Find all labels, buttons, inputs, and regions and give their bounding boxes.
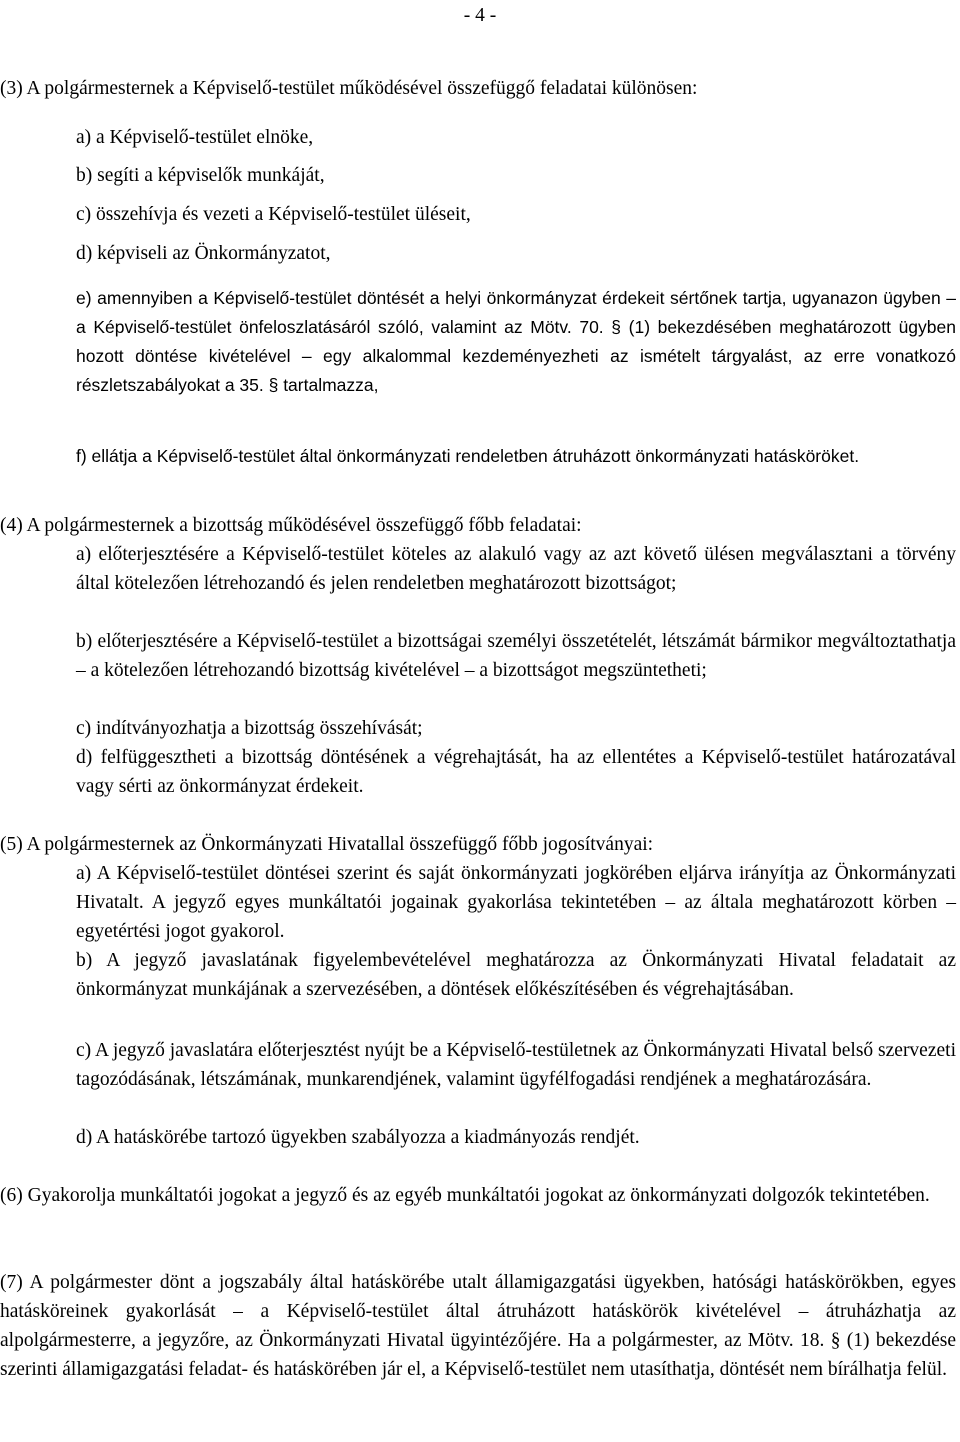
section-7-text: (7) A polgármester dönt a jogszabály által hatáskörébe utalt államigazgatási ügyekben, hatósági hatáskörökben, egyes hatásköreinek gyakorlását – a Képviselő-testület által átruházott hatáskörök kivételével – átruházhatja az alpolgármesterre, a jegyzőre, az Önkormányzati Hivatal ügyintézőjére. Ha a polgármester, az Mötv. 18. § (1) bekezdése szerinti államigazgatási feladat- és hatáskörében jár el, a Képviselő-testület nem utasíthatja, döntését nem bírálhatja felül. [0, 1272, 956, 1380]
section-3-intro: (3) A polgármesternek a Képviselő-testület működésével összefüggő feladatai különösen: [0, 78, 698, 99]
section-4-item-a: a) előterjesztésére a Képviselő-testület köteles az alakuló vagy az azt követő ülésen megválasztani a törvény által kötelezően létrehozandó és jelen rendeletben meghatározott bizottságot; [76, 544, 956, 594]
section-4-item-b: b) előterjesztésére a Képviselő-testület a bizottságai személyi összetételét, létszámát bármikor megváltoztathatja – a kötelezően létrehozandó bizottság kivételével – a bizottságot megszüntetheti; [76, 631, 956, 681]
section-5-item-a: a) A Képviselő-testület döntései szerint és saját önkormányzati jogkörében eljárva irányítja az Önkormányzati Hivatalt. A jegyző egyes munkáltatói jogainak gyakorlása tekintetében – az általa meghatározott körben – egyetértési jogot gyakorol. [76, 863, 956, 942]
section-3-item-c: c) összehívja és vezeti a Képviselő-testület üléseit, [76, 204, 471, 225]
section-3-item-d: d) képviseli az Önkormányzatot, [76, 243, 331, 264]
section-3-item-a: a) a Képviselő-testület elnöke, [76, 127, 314, 148]
section-5-intro: (5) A polgármesternek az Önkormányzati Hivatallal összefüggő főbb jogosítványai: [0, 834, 654, 855]
section-6-text: (6) Gyakorolja munkáltatói jogokat a jegyző és az egyéb munkáltatói jogokat az önkormányzati dolgozók tekintetében. [0, 1185, 930, 1206]
section-5-item-b: b) A jegyző javaslatának figyelembevételével meghatározza az Önkormányzati Hivatal feladatait az önkormányzat munkájának a szervezésében, a döntések előkészítésében és végrehajtásában. [76, 950, 956, 1000]
section-4-intro: (4) A polgármesternek a bizottság működésével összefüggő főbb feladatai: [0, 515, 582, 536]
section-3-item-e: e) amennyiben a Képviselő-testület döntését a helyi önkormányzat érdekeit sértőnek tartja, ugyanazon ügyben – a Képviselő-testület önfeloszlatásáról szóló, valamint az Mötv. 70. § (1) bekezdésében meghatározott ügyben hozott döntése kivételével – egy alkalommal kezdeményezheti az ismételt tárgyalást, az erre vonatkozó részletszabályokat a 35. § tartalmazza, [76, 288, 956, 395]
section-3-item-f: f) ellátja a Képviselő-testület által önkormányzati rendeletben átruházott önkormányzati hatásköröket. [76, 446, 860, 466]
section-5-item-d: d) A hatáskörébe tartozó ügyekben szabályozza a kiadmányozás rendjét. [76, 1127, 640, 1148]
page-number: - 4 - [463, 5, 497, 26]
section-4-item-c: c) indítványozhatja a bizottság összehívását; [76, 718, 423, 739]
section-3-item-b: b) segíti a képviselők munkáját, [76, 165, 325, 186]
section-5-item-c: c) A jegyző javaslatára előterjesztést nyújt be a Képviselő-testületnek az Önkormányzati Hivatal belső szervezeti tagozódásának, létszámának, munkarendjének, valamint ügyfélfogadási rendjének a meghatározására. [76, 1040, 956, 1090]
section-4-item-d: d) felfüggesztheti a bizottság döntésének a végrehajtását, ha az ellentétes a Képviselő-testület határozatával vagy sérti az önkormányzat érdekeit. [76, 747, 956, 797]
